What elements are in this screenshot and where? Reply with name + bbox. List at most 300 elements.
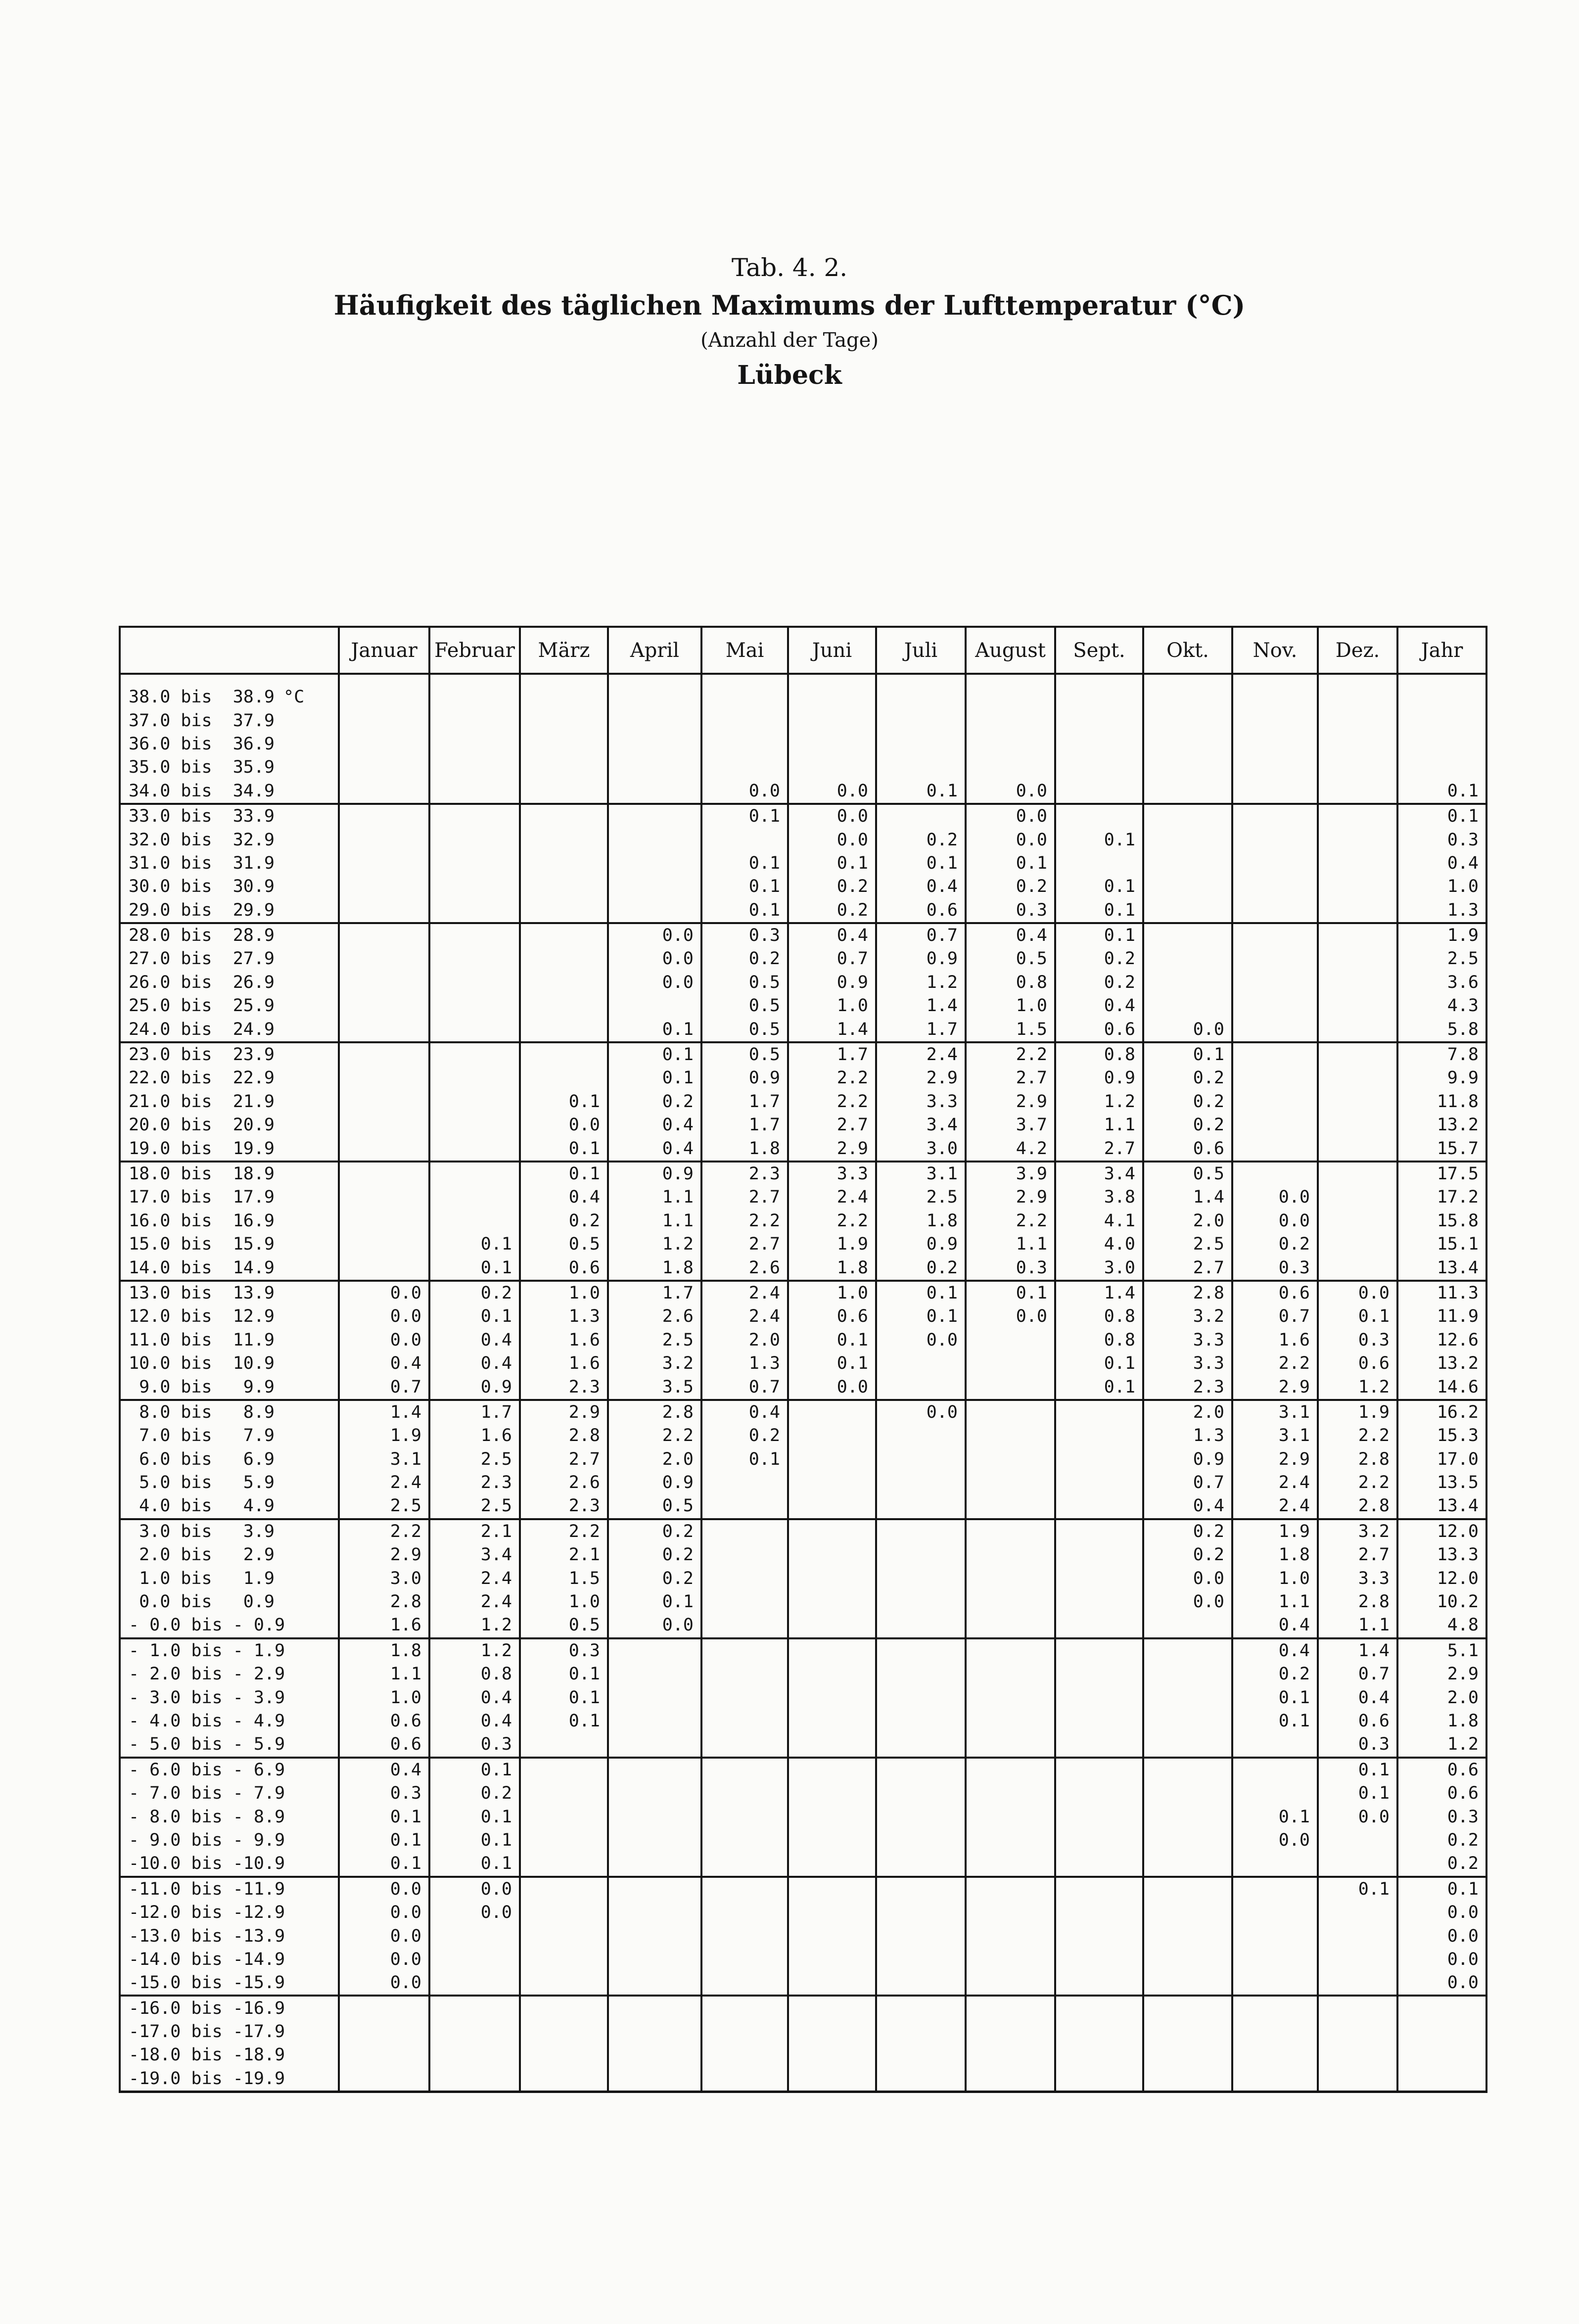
table-row bbox=[120, 1209, 1486, 1233]
value-cell: 2.6 bbox=[520, 1471, 608, 1494]
table-row bbox=[120, 1042, 1486, 1067]
value-cell: 0.5 bbox=[1143, 1162, 1232, 1186]
value-cell: 1.2 bbox=[1318, 1375, 1397, 1399]
value-cell bbox=[701, 674, 788, 709]
value-cell: 0.2 bbox=[1397, 1852, 1486, 1876]
range-text: -17.0 bis -17.9 bbox=[129, 2022, 285, 2042]
value-cell: 0.9 bbox=[1143, 1448, 1232, 1471]
value-cell: 0.0 bbox=[788, 828, 876, 851]
range-label bbox=[120, 1090, 339, 1114]
value-cell bbox=[608, 804, 701, 828]
table-row bbox=[120, 1471, 1486, 1494]
value-cell bbox=[701, 1614, 788, 1638]
value-cell: 3.0 bbox=[339, 1567, 429, 1590]
value-cell bbox=[429, 2020, 520, 2044]
value-cell: 0.0 bbox=[339, 1329, 429, 1352]
value-cell bbox=[966, 2067, 1055, 2092]
value-cell: 0.5 bbox=[701, 971, 788, 994]
value-cell bbox=[339, 2020, 429, 2044]
value-cell: 5.1 bbox=[1397, 1638, 1486, 1663]
range-label bbox=[120, 1901, 339, 1924]
value-cell: 1.8 bbox=[1232, 1543, 1318, 1567]
value-cell: 0.0 bbox=[1397, 1971, 1486, 1996]
value-cell: 0.0 bbox=[608, 923, 701, 947]
value-cell: 0.4 bbox=[520, 1186, 608, 1209]
value-cell bbox=[1397, 709, 1486, 732]
value-cell: 7.8 bbox=[1397, 1042, 1486, 1067]
value-cell: 2.4 bbox=[701, 1305, 788, 1328]
value-cell: 3.6 bbox=[1397, 971, 1486, 994]
value-cell: 0.0 bbox=[876, 1329, 966, 1352]
value-cell bbox=[788, 1710, 876, 1733]
range-text: 15.0 bis 15.9 bbox=[129, 1234, 275, 1255]
value-cell: 1.6 bbox=[520, 1329, 608, 1352]
value-cell bbox=[788, 1663, 876, 1686]
value-cell bbox=[608, 780, 701, 804]
value-cell: 1.9 bbox=[1397, 923, 1486, 947]
value-cell bbox=[966, 2020, 1055, 2044]
value-cell bbox=[966, 1494, 1055, 1519]
table-row bbox=[120, 1948, 1486, 1971]
value-cell: 3.4 bbox=[429, 1543, 520, 1567]
value-cell bbox=[429, 899, 520, 923]
range-label bbox=[120, 875, 339, 898]
value-cell bbox=[966, 1352, 1055, 1375]
value-cell bbox=[1143, 674, 1232, 709]
value-cell bbox=[701, 2067, 788, 2092]
value-cell: 3.3 bbox=[788, 1162, 876, 1186]
range-label bbox=[120, 1114, 339, 1137]
value-cell bbox=[1318, 1971, 1397, 1996]
value-cell bbox=[429, 947, 520, 971]
range-label bbox=[120, 1567, 339, 1590]
value-cell bbox=[788, 1948, 876, 1971]
value-cell: 0.1 bbox=[876, 852, 966, 875]
range-label bbox=[120, 1448, 339, 1471]
range-text: 14.0 bis 14.9 bbox=[129, 1257, 275, 1278]
value-cell: 0.1 bbox=[429, 1305, 520, 1328]
value-cell bbox=[966, 733, 1055, 756]
value-cell bbox=[1318, 828, 1397, 851]
value-cell: 0.1 bbox=[876, 1281, 966, 1305]
value-cell bbox=[1143, 1829, 1232, 1852]
table-row bbox=[120, 947, 1486, 971]
value-cell bbox=[1055, 1852, 1143, 1876]
value-cell: 0.6 bbox=[1143, 1137, 1232, 1161]
value-cell: 1.0 bbox=[1397, 875, 1486, 898]
range-label bbox=[120, 1305, 339, 1328]
value-cell: 1.8 bbox=[701, 1137, 788, 1161]
value-cell bbox=[1055, 2020, 1143, 2044]
header-row bbox=[120, 627, 1486, 674]
value-cell bbox=[1055, 1924, 1143, 1948]
value-cell bbox=[339, 1114, 429, 1137]
value-cell bbox=[701, 1733, 788, 1757]
value-cell bbox=[966, 674, 1055, 709]
value-cell bbox=[701, 1686, 788, 1709]
value-cell bbox=[1232, 756, 1318, 779]
range-label bbox=[120, 1400, 339, 1424]
value-cell bbox=[1318, 2044, 1397, 2067]
value-cell: 0.0 bbox=[429, 1877, 520, 1901]
value-cell: 13.5 bbox=[1397, 1471, 1486, 1494]
table-row bbox=[120, 756, 1486, 779]
value-cell bbox=[876, 2020, 966, 2044]
value-cell: 3.3 bbox=[876, 1090, 966, 1114]
value-cell bbox=[1232, 994, 1318, 1018]
value-cell bbox=[788, 733, 876, 756]
value-cell bbox=[1232, 1090, 1318, 1114]
value-cell bbox=[701, 1782, 788, 1805]
value-cell bbox=[1143, 2044, 1232, 2067]
value-cell: 11.3 bbox=[1397, 1281, 1486, 1305]
value-cell: 0.1 bbox=[608, 1067, 701, 1090]
value-cell: 0.2 bbox=[788, 875, 876, 898]
value-cell: 0.2 bbox=[608, 1567, 701, 1590]
value-cell bbox=[966, 1638, 1055, 1663]
table-row bbox=[120, 1233, 1486, 1256]
value-cell: 3.2 bbox=[1318, 1519, 1397, 1543]
range-text: 24.0 bis 24.9 bbox=[129, 1019, 275, 1039]
temperature-frequency-table bbox=[119, 626, 1487, 2093]
range-label bbox=[120, 1186, 339, 1209]
value-cell: 0.1 bbox=[701, 1448, 788, 1471]
value-cell bbox=[788, 1400, 876, 1424]
value-cell: 0.2 bbox=[701, 1424, 788, 1447]
value-cell bbox=[608, 828, 701, 851]
value-cell: 0.8 bbox=[1055, 1042, 1143, 1067]
value-cell: 0.9 bbox=[788, 971, 876, 994]
value-cell: 0.0 bbox=[966, 828, 1055, 851]
value-cell bbox=[966, 1877, 1055, 1901]
table-subtitle: (Anzahl der Tage) bbox=[700, 329, 879, 352]
value-cell: 1.1 bbox=[1232, 1590, 1318, 1614]
value-cell: 12.0 bbox=[1397, 1519, 1486, 1543]
value-cell: 0.1 bbox=[1232, 1805, 1318, 1828]
value-cell: 4.1 bbox=[1055, 1209, 1143, 1233]
value-cell: 0.8 bbox=[1055, 1305, 1143, 1328]
value-cell bbox=[788, 1924, 876, 1948]
value-cell bbox=[1055, 1877, 1143, 1901]
value-cell: 0.3 bbox=[429, 1733, 520, 1757]
table-row bbox=[120, 1352, 1486, 1375]
value-cell: 0.1 bbox=[429, 1852, 520, 1876]
value-cell bbox=[966, 1400, 1055, 1424]
value-cell bbox=[608, 852, 701, 875]
range-label bbox=[120, 852, 339, 875]
value-cell: 0.1 bbox=[1318, 1305, 1397, 1328]
value-cell: 3.4 bbox=[876, 1114, 966, 1137]
value-cell bbox=[788, 1782, 876, 1805]
value-cell: 0.4 bbox=[1143, 1494, 1232, 1519]
value-cell bbox=[1055, 1710, 1143, 1733]
value-cell: 0.7 bbox=[339, 1375, 429, 1399]
value-cell: 0.5 bbox=[608, 1494, 701, 1519]
value-cell bbox=[788, 1733, 876, 1757]
value-cell bbox=[701, 2020, 788, 2044]
value-cell bbox=[876, 1567, 966, 1590]
value-cell bbox=[1232, 1852, 1318, 1876]
value-cell bbox=[339, 709, 429, 732]
value-cell: 16.2 bbox=[1397, 1400, 1486, 1424]
value-cell bbox=[1318, 899, 1397, 923]
value-cell bbox=[876, 1758, 966, 1782]
range-label bbox=[120, 1233, 339, 1256]
value-cell bbox=[608, 1663, 701, 1686]
value-cell bbox=[701, 1543, 788, 1567]
range-text: -19.0 bis -19.9 bbox=[129, 2068, 285, 2089]
value-cell bbox=[701, 709, 788, 732]
value-cell: 0.0 bbox=[1318, 1281, 1397, 1305]
range-text: 12.0 bis 12.9 bbox=[129, 1306, 275, 1327]
value-cell bbox=[339, 780, 429, 804]
range-text: 28.0 bis 28.9 bbox=[129, 926, 275, 946]
value-cell bbox=[966, 1758, 1055, 1782]
value-cell bbox=[1318, 1209, 1397, 1233]
value-cell bbox=[520, 852, 608, 875]
value-cell bbox=[876, 1424, 966, 1447]
value-cell: 0.0 bbox=[966, 804, 1055, 828]
table-row bbox=[120, 1375, 1486, 1399]
value-cell: 0.7 bbox=[788, 947, 876, 971]
range-text: 4.0 bis 4.9 bbox=[129, 1496, 275, 1516]
value-cell bbox=[429, 1996, 520, 2020]
value-cell bbox=[788, 709, 876, 732]
value-cell bbox=[608, 2020, 701, 2044]
value-cell: 1.9 bbox=[339, 1424, 429, 1447]
value-cell bbox=[520, 875, 608, 898]
value-cell bbox=[966, 1375, 1055, 1399]
value-cell bbox=[876, 1805, 966, 1828]
table-title: Häufigkeit des täglichen Maximums der Lufttemperatur (°C) bbox=[333, 289, 1246, 321]
value-cell: 0.5 bbox=[701, 1042, 788, 1067]
value-cell bbox=[1143, 852, 1232, 875]
value-cell bbox=[788, 1829, 876, 1852]
value-cell bbox=[339, 2044, 429, 2067]
value-cell bbox=[1055, 756, 1143, 779]
value-cell bbox=[966, 1996, 1055, 2020]
value-cell bbox=[1232, 733, 1318, 756]
table-number: Tab. 4. 2. bbox=[731, 253, 848, 282]
column-header-range bbox=[120, 627, 339, 674]
value-cell: 2.0 bbox=[1143, 1209, 1232, 1233]
table-row bbox=[120, 1686, 1486, 1709]
value-cell bbox=[339, 1996, 429, 2020]
value-cell: 0.3 bbox=[701, 923, 788, 947]
value-cell bbox=[701, 1948, 788, 1971]
value-cell bbox=[788, 674, 876, 709]
value-cell bbox=[1143, 828, 1232, 851]
value-cell: 1.8 bbox=[1397, 1710, 1486, 1733]
value-cell bbox=[1232, 899, 1318, 923]
value-cell bbox=[876, 1829, 966, 1852]
table-row bbox=[120, 1829, 1486, 1852]
value-cell bbox=[1055, 780, 1143, 804]
value-cell bbox=[429, 1067, 520, 1090]
value-cell: 0.4 bbox=[608, 1114, 701, 1137]
value-cell: 0.4 bbox=[339, 1352, 429, 1375]
range-label bbox=[120, 1042, 339, 1067]
value-cell: 0.4 bbox=[429, 1710, 520, 1733]
value-cell bbox=[608, 1901, 701, 1924]
range-text: 18.0 bis 18.9 bbox=[129, 1164, 275, 1184]
value-cell bbox=[1232, 674, 1318, 709]
value-cell bbox=[429, 780, 520, 804]
value-cell: 14.6 bbox=[1397, 1375, 1486, 1399]
value-cell: 2.4 bbox=[429, 1567, 520, 1590]
value-cell bbox=[520, 1924, 608, 1948]
value-cell bbox=[520, 2067, 608, 2092]
value-cell bbox=[1232, 923, 1318, 947]
column-header: Februar bbox=[429, 627, 520, 674]
value-cell bbox=[1318, 852, 1397, 875]
value-cell bbox=[1232, 1067, 1318, 1090]
value-cell bbox=[1143, 1782, 1232, 1805]
value-cell: 1.2 bbox=[1055, 1090, 1143, 1114]
value-cell: 2.2 bbox=[788, 1209, 876, 1233]
range-text: - 3.0 bis - 3.9 bbox=[129, 1687, 285, 1708]
range-text: 25.0 bis 25.9 bbox=[129, 996, 275, 1016]
value-cell bbox=[1055, 1758, 1143, 1782]
value-cell: 0.0 bbox=[608, 1614, 701, 1638]
value-cell: 1.2 bbox=[608, 1233, 701, 1256]
value-cell bbox=[429, 1971, 520, 1996]
range-label bbox=[120, 1996, 339, 2020]
value-cell: 0.4 bbox=[1055, 994, 1143, 1018]
value-cell: 0.7 bbox=[701, 1375, 788, 1399]
value-cell: 2.2 bbox=[966, 1209, 1055, 1233]
value-cell: 1.7 bbox=[788, 1042, 876, 1067]
value-cell bbox=[1055, 1971, 1143, 1996]
value-cell: 10.2 bbox=[1397, 1590, 1486, 1614]
value-cell bbox=[876, 1638, 966, 1663]
value-cell: 0.1 bbox=[608, 1590, 701, 1614]
value-cell: 2.9 bbox=[966, 1186, 1055, 1209]
value-cell bbox=[788, 1971, 876, 1996]
value-cell bbox=[966, 1567, 1055, 1590]
value-cell bbox=[429, 1186, 520, 1209]
value-cell bbox=[1143, 1948, 1232, 1971]
value-cell: 17.2 bbox=[1397, 1186, 1486, 1209]
value-cell bbox=[701, 756, 788, 779]
value-cell: 2.2 bbox=[1318, 1471, 1397, 1494]
range-label bbox=[120, 1471, 339, 1494]
range-text: 13.0 bis 13.9 bbox=[129, 1283, 275, 1303]
table-row bbox=[120, 1782, 1486, 1805]
value-cell bbox=[520, 674, 608, 709]
value-cell: 2.5 bbox=[429, 1494, 520, 1519]
value-cell bbox=[966, 1424, 1055, 1447]
range-label bbox=[120, 1543, 339, 1567]
value-cell bbox=[788, 1448, 876, 1471]
value-cell: 0.7 bbox=[1232, 1305, 1318, 1328]
value-cell: 0.0 bbox=[966, 780, 1055, 804]
value-cell: 1.7 bbox=[429, 1400, 520, 1424]
value-cell bbox=[966, 1829, 1055, 1852]
value-cell: 2.4 bbox=[876, 1042, 966, 1067]
value-cell: 0.1 bbox=[608, 1018, 701, 1042]
range-text: 10.0 bis 10.9 bbox=[129, 1353, 275, 1374]
value-cell: 1.2 bbox=[876, 971, 966, 994]
value-cell bbox=[1232, 1733, 1318, 1757]
table-row bbox=[120, 1543, 1486, 1567]
value-cell: 1.0 bbox=[788, 1281, 876, 1305]
value-cell bbox=[701, 1805, 788, 1828]
value-cell: 2.6 bbox=[608, 1305, 701, 1328]
value-cell bbox=[701, 1710, 788, 1733]
table-row bbox=[120, 1329, 1486, 1352]
value-cell bbox=[520, 899, 608, 923]
value-cell: 0.6 bbox=[339, 1710, 429, 1733]
value-cell: 0.1 bbox=[1232, 1710, 1318, 1733]
value-cell bbox=[1143, 804, 1232, 828]
range-label bbox=[120, 804, 339, 828]
range-label bbox=[120, 1614, 339, 1638]
value-cell bbox=[1055, 674, 1143, 709]
value-cell bbox=[876, 1877, 966, 1901]
value-cell: 0.1 bbox=[1397, 780, 1486, 804]
value-cell bbox=[1318, 1233, 1397, 1256]
value-cell: 0.9 bbox=[876, 947, 966, 971]
value-cell bbox=[339, 899, 429, 923]
value-cell bbox=[1318, 756, 1397, 779]
value-cell: 0.0 bbox=[339, 1877, 429, 1901]
value-cell: 1.6 bbox=[429, 1424, 520, 1447]
range-text: -11.0 bis -11.9 bbox=[129, 1879, 285, 1899]
value-cell bbox=[520, 1733, 608, 1757]
value-cell bbox=[701, 1758, 788, 1782]
value-cell: 0.5 bbox=[966, 947, 1055, 971]
range-label bbox=[120, 1256, 339, 1280]
value-cell: 2.0 bbox=[1143, 1400, 1232, 1424]
value-cell bbox=[788, 1758, 876, 1782]
value-cell: 3.3 bbox=[1318, 1567, 1397, 1590]
value-cell bbox=[1232, 1758, 1318, 1782]
range-text: -15.0 bis -15.9 bbox=[129, 1973, 285, 1993]
value-cell bbox=[1318, 1137, 1397, 1161]
value-cell bbox=[608, 733, 701, 756]
range-text: 36.0 bis 36.9 bbox=[129, 734, 275, 754]
range-text: 11.0 bis 11.9 bbox=[129, 1330, 275, 1350]
value-cell bbox=[1055, 1567, 1143, 1590]
value-cell bbox=[1143, 1852, 1232, 1876]
value-cell bbox=[520, 1996, 608, 2020]
value-cell: 0.9 bbox=[1055, 1067, 1143, 1090]
value-cell bbox=[966, 1590, 1055, 1614]
value-cell: 0.0 bbox=[339, 1948, 429, 1971]
value-cell bbox=[520, 709, 608, 732]
table-row bbox=[120, 1114, 1486, 1137]
value-cell bbox=[1055, 1663, 1143, 1686]
value-cell: 0.6 bbox=[1055, 1018, 1143, 1042]
value-cell bbox=[788, 1567, 876, 1590]
value-cell bbox=[788, 1901, 876, 1924]
value-cell: 0.4 bbox=[608, 1137, 701, 1161]
table-row bbox=[120, 674, 1486, 709]
value-cell: 0.1 bbox=[876, 1305, 966, 1328]
value-cell bbox=[429, 733, 520, 756]
value-cell: 0.3 bbox=[1318, 1733, 1397, 1757]
value-cell bbox=[1318, 971, 1397, 994]
value-cell: 0.1 bbox=[1318, 1782, 1397, 1805]
value-cell: 0.9 bbox=[608, 1471, 701, 1494]
range-label bbox=[120, 1948, 339, 1971]
range-text: 34.0 bis 34.9 bbox=[129, 781, 275, 801]
value-cell bbox=[1232, 1924, 1318, 1948]
table-row bbox=[120, 780, 1486, 804]
range-label bbox=[120, 1209, 339, 1233]
value-cell: 0.1 bbox=[1232, 1686, 1318, 1709]
